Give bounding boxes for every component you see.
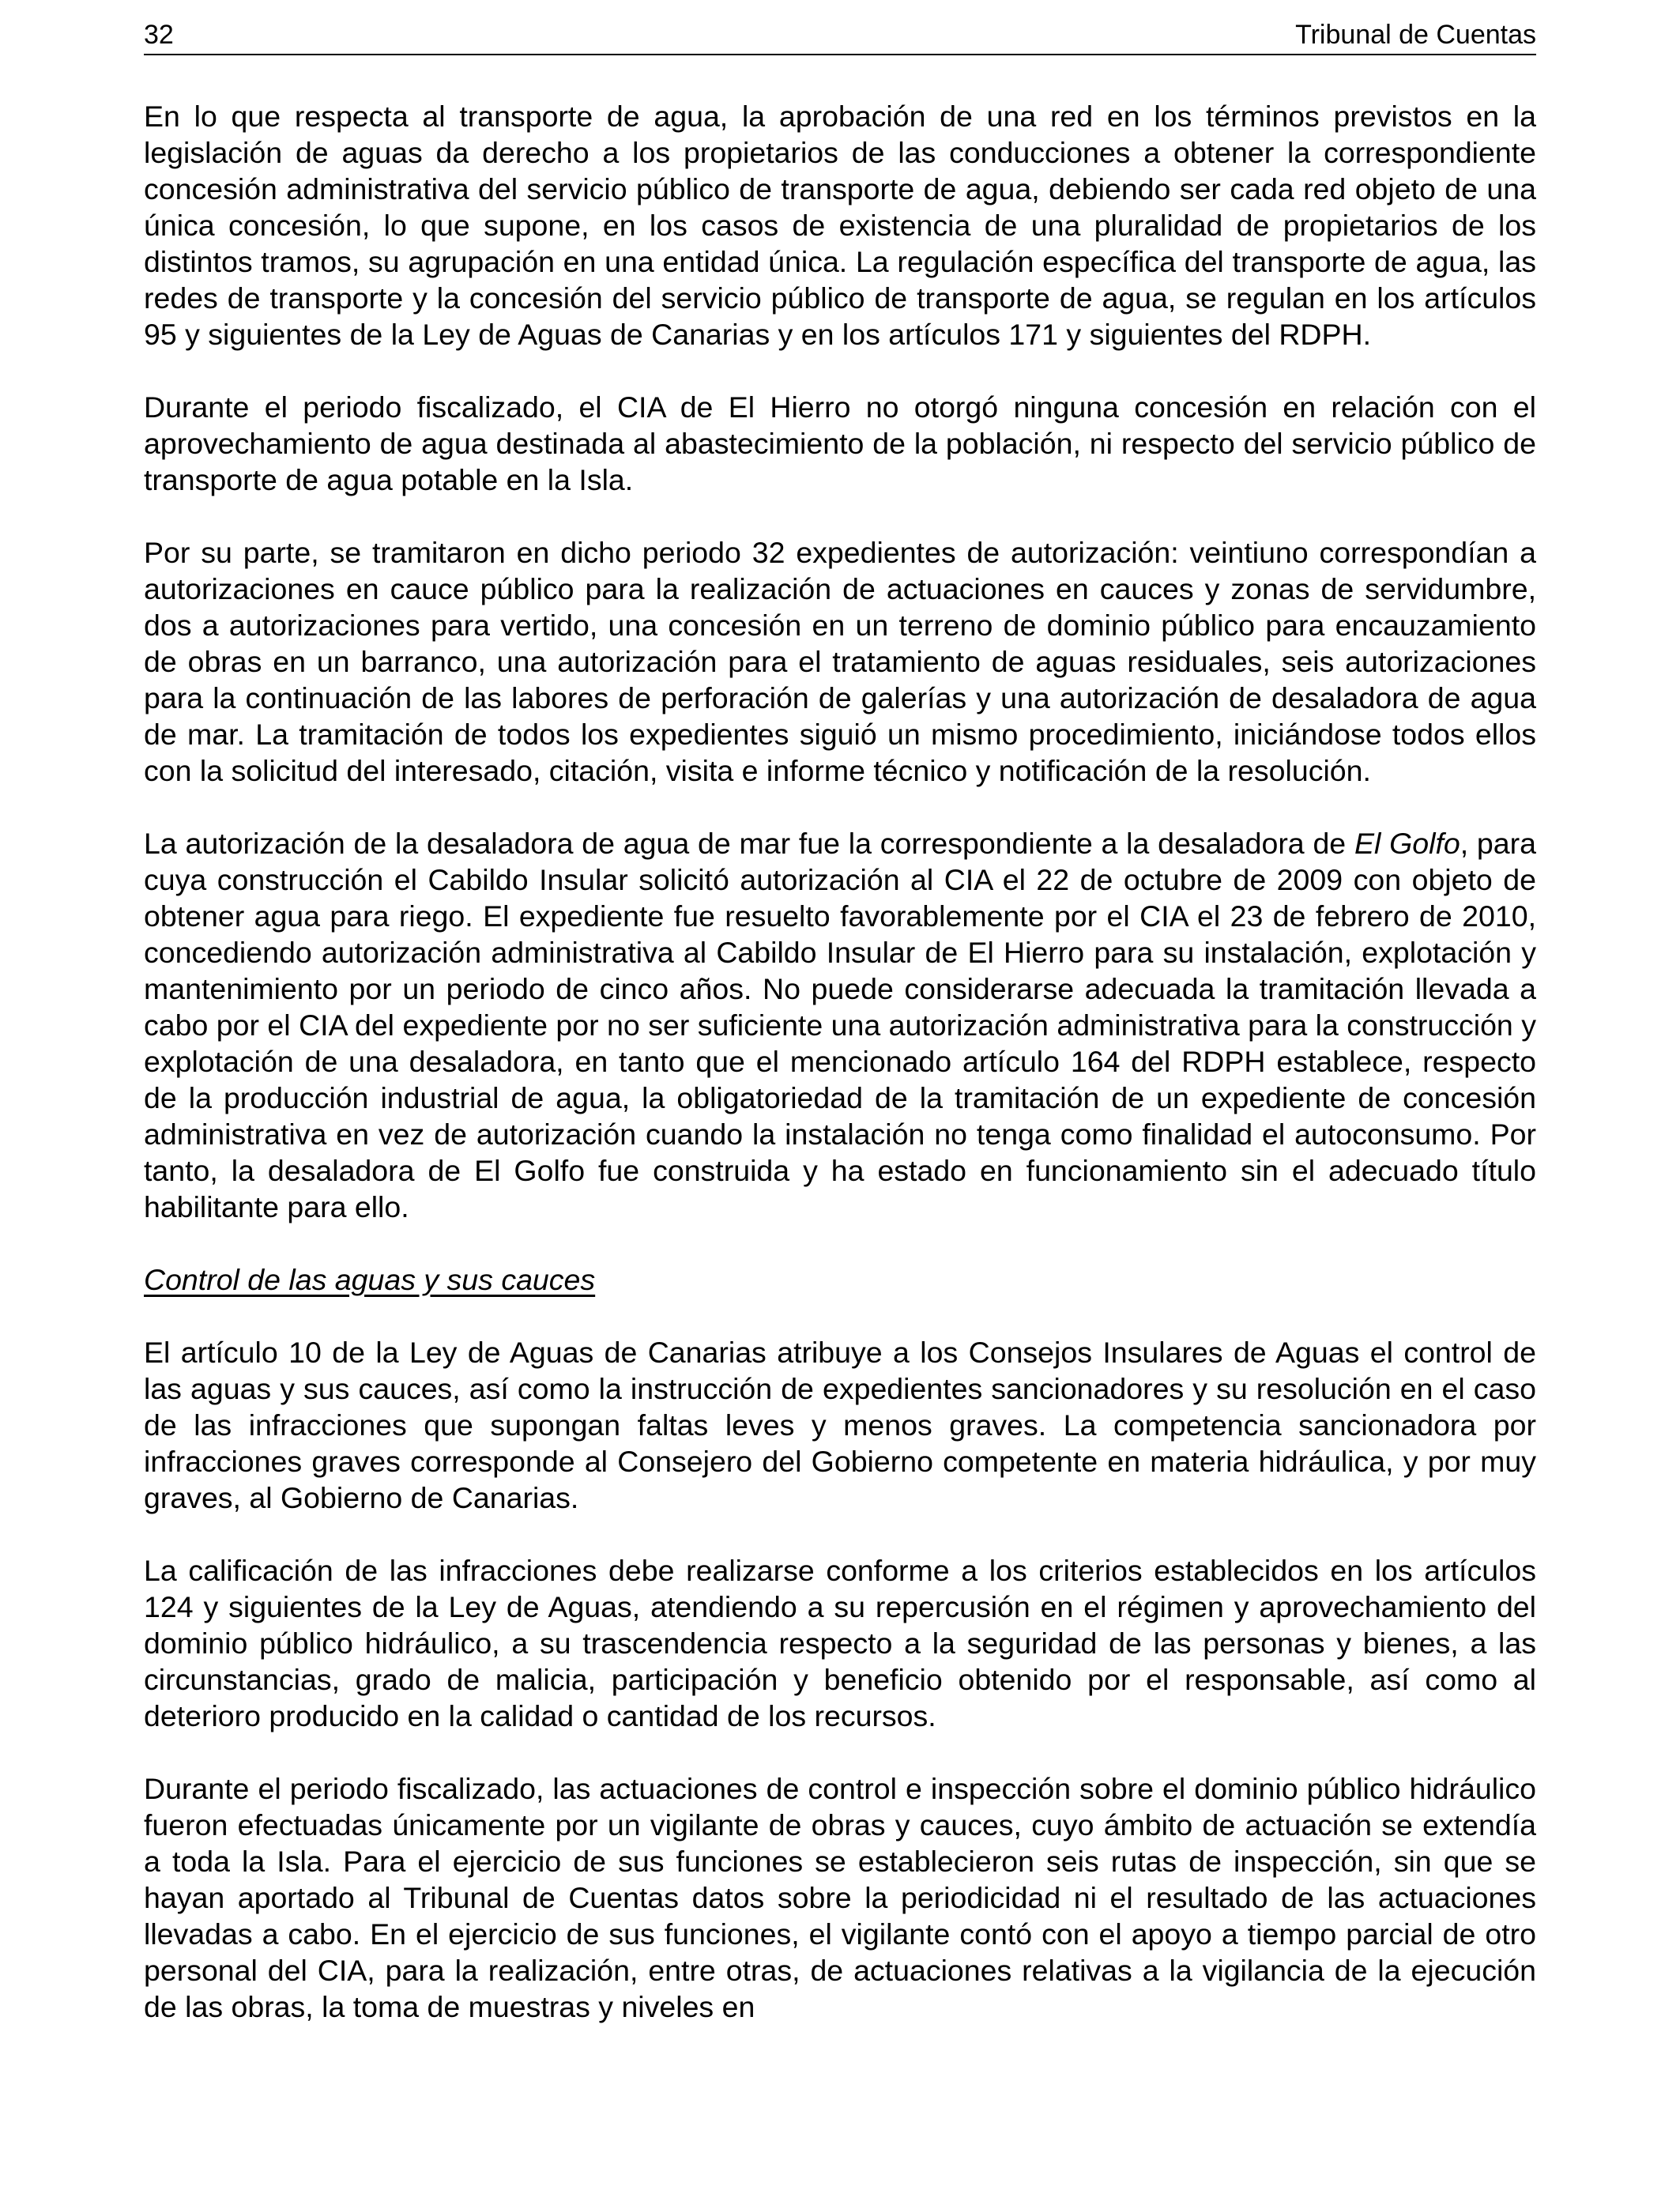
section-heading <box>144 1261 1536 1298</box>
running-title: Tribunal de Cuentas <box>1295 20 1536 50</box>
desaladora-text-start: La autorización de la desaladora de agua de mar fue la correspondiente a la desaladora de <box>144 827 1354 860</box>
paragraph-desaladora <box>144 825 1536 1225</box>
paragraph-transporte-agua: En lo que respecta al transporte de agua, la aprobación de una red en los términos previstos en la legislación de aguas da derecho a los propietarios de las conducciones a obtener la correspondiente concesión administrativa del servicio público de transporte de agua, debiendo ser cada red objeto de una única concesión, lo que supone, en los casos de existencia de una pluralidad de propietarios de los distintos tramos, su agrupación en una entidad única. La regulación específica del transporte de agua, las redes de transporte y la concesión del servicio público de transporte de agua, se regulan en los artículos 95 y siguientes de la Ley de Aguas de Canarias y en los artículos 171 y siguientes del RDPH. <box>144 100 1536 351</box>
paragraph-articulo-10: El artículo 10 de la Ley de Aguas de Canarias atribuye a los Consejos Insulares de Aguas el control de las aguas y sus cauces, así como la instrucción de expedientes sancionadores y su resolución en el caso de las infracciones que supongan faltas leves y menos graves. La competencia sancionadora por infracciones graves corresponde al Consejero del Gobierno competente en materia hidráulica, y por muy graves, al Gobierno de Canarias. <box>144 1336 1536 1514</box>
section-heading-text: Control de las aguas y sus cauces <box>144 1263 596 1296</box>
paragraph-expedientes-autorizacion: Por su parte, se tramitaron en dicho periodo 32 expedientes de autorización: veintiuno correspondían a autorizaciones en cauce público para la realización de actuaciones en cauces y zonas de servidumbre, dos a autorizaciones para vertido, una concesión en un terreno de dominio público para encauzamiento de obras en un barranco, una autorización para el tratamiento de aguas residuales, seis autorizaciones para la continuación de las labores de perforación de galerías y una autorización de desaladora de agua de mar. La tramitación de todos los expedientes siguió un mismo procedimiento, iniciándose todos ellos con la solicitud del interesado, citación, visita e informe técnico y notificación de la resolución. <box>144 536 1536 787</box>
paragraph-calificacion-infracciones: La calificación de las infracciones debe realizarse conforme a los criterios establecidos en los artículos 124 y siguientes de la Ley de Aguas, atendiendo a su repercusión en el régimen y aprovechamiento del dominio público hidráulico, a su trascendencia respecto a la seguridad de las personas y bienes, a las circunstancias, grado de malicia, participación y beneficio obtenido por el responsable, así como al deterioro producido en la calidad o cantidad de los recursos. <box>144 1554 1536 1732</box>
desaladora-text-end: , para cuya construcción el Cabildo Insular solicitó autorización al CIA el 22 de octubre de 2009 con objeto de obtener agua para riego. El expediente fue resuelto favorablemente por el CIA el 23 de febrero de 2010, concediendo autorización administrativa al Cabildo Insular de El Hierro para su instalación, explotación y mantenimiento por un periodo de cinco años. No puede considerarse adecuada la tramitación llevada a cabo por el CIA del expediente por no ser suficiente una autorización administrativa para la construcción y explotación de una desaladora, en tanto que el mencionado artículo 164 del RDPH establece, respecto de la producción industrial de agua, la obligatoriedad de la tramitación de un expediente de concesión administrativa en vez de autorización cuando la instalación no tenga como finalidad el autoconsumo. Por tanto, la desaladora de El Golfo fue construida y ha estado en funcionamiento sin el adecuado título habilitante para ello. <box>144 827 1536 1223</box>
page-number: 32 <box>144 20 174 50</box>
paragraph-concesiones: Durante el periodo fiscalizado, el CIA de El Hierro no otorgó ninguna concesión en relación con el aprovechamiento de agua destinada al abastecimiento de la población, ni respecto del servicio público de transporte de agua potable en la Isla. <box>144 390 1536 496</box>
document-body <box>144 98 1536 2061</box>
page-header <box>144 16 1536 55</box>
paragraph-control-inspeccion: Durante el periodo fiscalizado, las actuaciones de control e inspección sobre el dominio público hidráulico fueron efectuadas únicamente por un vigilante de obras y cauces, cuyo ámbito de actuación se extendía a toda la Isla. Para el ejercicio de sus funciones se establecieron seis rutas de inspección, sin que se hayan aportado al Tribunal de Cuentas datos sobre la periodicidad ni el resultado de las actuaciones llevadas a cabo. En el ejercicio de sus funciones, el vigilante contó con el apoyo a tiempo parcial de otro personal del CIA, para la realización, entre otras, de actuaciones relativas a la vigilancia de la ejecución de las obras, la toma de muestras y niveles en <box>144 1772 1536 2023</box>
desaladora-name-italic: El Golfo <box>1354 827 1460 860</box>
